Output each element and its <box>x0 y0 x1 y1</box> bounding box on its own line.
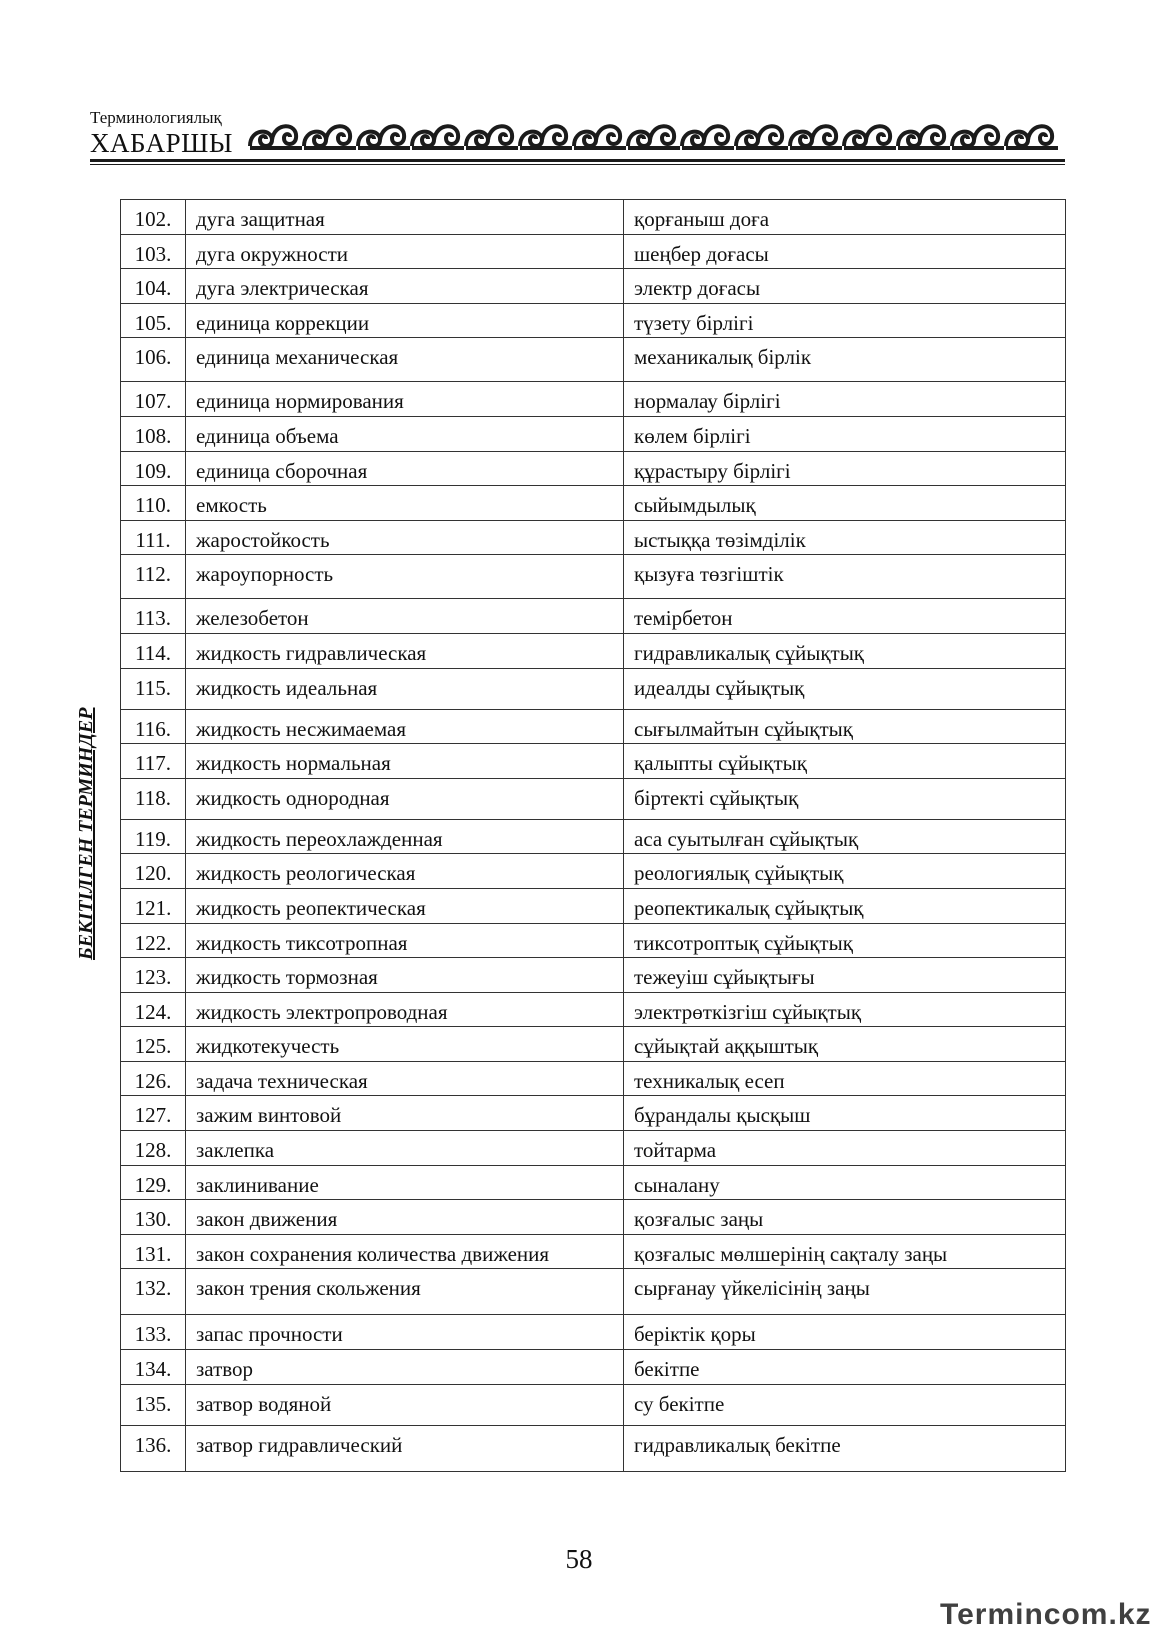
term-kazakh: гидравликалық сұйықтық <box>634 640 865 665</box>
term-russian-cell <box>186 633 624 668</box>
term-russian: жидкость нормальная <box>196 751 391 776</box>
term-kazakh-cell <box>624 1200 1066 1235</box>
term-russian: жидкость реологическая <box>196 861 416 886</box>
table-row <box>121 303 1066 338</box>
term-kazakh-cell <box>624 200 1066 235</box>
term-number-cell <box>121 888 186 923</box>
term-kazakh: құрастыру бірлігі <box>634 458 791 483</box>
term-kazakh: тежеуіш сұйықтығы <box>634 965 815 990</box>
term-russian: единица нормирования <box>196 389 404 414</box>
table-row <box>121 992 1066 1027</box>
term-russian-cell <box>186 819 624 854</box>
term-number: 116. <box>135 716 171 741</box>
term-number-cell <box>121 1165 186 1200</box>
term-number: 128. <box>134 1138 172 1163</box>
term-number-cell <box>121 992 186 1027</box>
term-number: 106. <box>134 345 172 370</box>
term-number: 129. <box>134 1172 172 1197</box>
term-russian-cell <box>186 744 624 779</box>
term-number-cell <box>121 338 186 382</box>
table-row <box>121 1027 1066 1062</box>
term-russian: затвор гидравлический <box>196 1432 403 1457</box>
term-russian: жидкотекучесть <box>196 1034 340 1059</box>
term-russian: запас прочности <box>196 1322 343 1347</box>
table-row <box>121 958 1066 993</box>
term-kazakh-cell <box>624 1425 1066 1471</box>
term-number: 103. <box>134 241 172 266</box>
term-number: 109. <box>134 458 172 483</box>
site-logo[interactable]: Termincom.kz <box>940 1598 1152 1631</box>
term-kazakh: тойтарма <box>634 1138 717 1163</box>
term-russian-cell <box>186 520 624 555</box>
term-russian-cell <box>186 416 624 451</box>
term-kazakh: қызуға төзгіштік <box>634 562 784 587</box>
term-number-cell <box>121 416 186 451</box>
table-row <box>121 668 1066 709</box>
term-kazakh-cell <box>624 520 1066 555</box>
term-number: 114. <box>135 640 171 665</box>
term-russian-cell <box>186 888 624 923</box>
header-rule-thin <box>90 164 1065 165</box>
term-russian-cell <box>186 923 624 958</box>
term-number: 136. <box>134 1432 172 1457</box>
term-russian: жаростойкость <box>196 527 330 552</box>
term-number-cell <box>121 1200 186 1235</box>
term-kazakh: нормалау бірлігі <box>634 389 781 414</box>
term-russian: заклепка <box>196 1138 275 1163</box>
header-rule <box>90 159 1065 162</box>
term-kazakh-cell <box>624 1165 1066 1200</box>
term-kazakh-cell <box>624 854 1066 889</box>
term-kazakh-cell <box>624 599 1066 634</box>
term-kazakh-cell <box>624 234 1066 269</box>
term-russian: жидкость идеальная <box>196 675 378 700</box>
table-row <box>121 819 1066 854</box>
term-russian-cell <box>186 234 624 269</box>
term-russian: емкость <box>196 493 267 518</box>
term-russian: заклинивание <box>196 1172 319 1197</box>
term-number-cell <box>121 819 186 854</box>
term-kazakh: идеалды сұйықтық <box>634 675 805 700</box>
term-number: 104. <box>134 276 172 301</box>
term-russian: дуга защитная <box>196 207 325 231</box>
term-russian: жидкость несжимаемая <box>196 716 406 741</box>
term-number: 105. <box>134 310 172 335</box>
term-number: 125. <box>134 1034 172 1059</box>
table-row <box>121 854 1066 889</box>
term-russian: закон движения <box>196 1207 338 1232</box>
term-kazakh-cell <box>624 1350 1066 1385</box>
term-russian: жидкость электропроводная <box>196 999 448 1024</box>
page-number: 58 <box>565 1544 593 1574</box>
table-row <box>121 200 1066 235</box>
term-kazakh-cell <box>624 923 1066 958</box>
term-kazakh: қозғалыс мөлшерінің сақталу заңы <box>634 1241 948 1266</box>
table-row <box>121 520 1066 555</box>
term-kazakh: темірбетон <box>634 606 733 631</box>
term-kazakh: сырғанау үйкелісінің заңы <box>634 1276 870 1301</box>
term-russian-cell <box>186 382 624 417</box>
term-kazakh: электрөткізгіш сұйықтық <box>634 999 862 1024</box>
term-number-cell <box>121 1234 186 1269</box>
term-russian-cell <box>186 451 624 486</box>
term-kazakh-cell <box>624 709 1066 744</box>
term-kazakh: сыналану <box>634 1172 720 1197</box>
table-row <box>121 1384 1066 1425</box>
term-number-cell <box>121 599 186 634</box>
term-number: 119. <box>135 826 171 851</box>
table-row <box>121 1269 1066 1315</box>
term-russian: единица сборочная <box>196 458 368 483</box>
term-kazakh-cell <box>624 1384 1066 1425</box>
term-number-cell <box>121 1315 186 1350</box>
term-russian-cell <box>186 1234 624 1269</box>
term-russian-cell <box>186 1200 624 1235</box>
term-russian: единица коррекции <box>196 310 370 335</box>
term-number-cell <box>121 1131 186 1166</box>
term-russian: жидкость тормозная <box>196 965 378 990</box>
term-kazakh: аса суытылған сұйықтық <box>634 826 859 851</box>
term-russian: жидкость тиксотропная <box>196 930 408 955</box>
term-number-cell <box>121 1027 186 1062</box>
term-kazakh: сыйымдылық <box>634 493 756 518</box>
term-number-cell <box>121 923 186 958</box>
term-kazakh: реопектикалық сұйықтық <box>634 895 864 920</box>
term-number: 110. <box>135 493 171 518</box>
term-kazakh-cell <box>624 778 1066 819</box>
term-kazakh-cell <box>624 992 1066 1027</box>
term-kazakh-cell <box>624 1061 1066 1096</box>
table-row <box>121 451 1066 486</box>
journal-subtitle: Терминологиялық <box>90 108 222 127</box>
term-number-cell <box>121 1425 186 1471</box>
term-kazakh-cell <box>624 888 1066 923</box>
term-russian-cell <box>186 599 624 634</box>
term-russian: железобетон <box>196 606 309 631</box>
term-number: 130. <box>134 1207 172 1232</box>
term-russian-cell <box>186 1131 624 1166</box>
terms-table <box>120 199 1066 1472</box>
term-kazakh: техникалық есеп <box>634 1068 785 1093</box>
term-number: 107. <box>134 389 172 414</box>
term-number: 124. <box>134 999 172 1024</box>
term-number-cell <box>121 382 186 417</box>
term-russian-cell <box>186 1315 624 1350</box>
term-kazakh: гидравликалық бекітпе <box>634 1432 841 1457</box>
table-row <box>121 338 1066 382</box>
term-russian: закон трения скольжения <box>196 1276 421 1301</box>
term-russian: единица объема <box>196 423 339 448</box>
term-russian-cell <box>186 303 624 338</box>
table-row <box>121 923 1066 958</box>
term-number-cell <box>121 1350 186 1385</box>
term-kazakh: бекітпе <box>634 1357 700 1382</box>
table-row <box>121 1061 1066 1096</box>
term-russian-cell <box>186 958 624 993</box>
term-number: 126. <box>134 1068 172 1093</box>
table-row <box>121 888 1066 923</box>
term-number-cell <box>121 633 186 668</box>
table-row <box>121 382 1066 417</box>
term-kazakh-cell <box>624 1027 1066 1062</box>
term-kazakh: қорғаныш доға <box>634 207 770 231</box>
term-russian-cell <box>186 1165 624 1200</box>
term-kazakh-cell <box>624 1096 1066 1131</box>
term-russian: жидкость реопектическая <box>196 895 426 920</box>
term-number: 120. <box>134 861 172 886</box>
term-kazakh: көлем бірлігі <box>634 423 751 448</box>
term-kazakh-cell <box>624 744 1066 779</box>
term-russian: задача техническая <box>196 1068 368 1093</box>
term-kazakh-cell <box>624 819 1066 854</box>
term-russian-cell <box>186 1384 624 1425</box>
term-kazakh-cell <box>624 633 1066 668</box>
table-row <box>121 269 1066 304</box>
term-kazakh-cell <box>624 958 1066 993</box>
table-row <box>121 1425 1066 1471</box>
table-row <box>121 1131 1066 1166</box>
term-russian: затвор <box>196 1357 254 1382</box>
term-russian-cell <box>186 269 624 304</box>
term-russian-cell <box>186 1096 624 1131</box>
table-row <box>121 1234 1066 1269</box>
term-russian-cell <box>186 668 624 709</box>
term-number-cell <box>121 709 186 744</box>
term-number-cell <box>121 200 186 235</box>
side-section-label: БЕКІТІЛГЕН ТЕРМИНДЕР <box>75 707 97 960</box>
term-kazakh-cell <box>624 486 1066 521</box>
table-row <box>121 599 1066 634</box>
term-number-cell <box>121 303 186 338</box>
term-russian: дуга окружности <box>196 241 349 266</box>
term-number-cell <box>121 1384 186 1425</box>
term-russian-cell <box>186 1061 624 1096</box>
term-number-cell <box>121 1269 186 1315</box>
table-row <box>121 778 1066 819</box>
term-number: 127. <box>134 1103 172 1128</box>
term-kazakh: механикалық бірлік <box>634 345 812 370</box>
term-number: 134. <box>134 1357 172 1382</box>
table-row <box>121 1350 1066 1385</box>
term-russian-cell <box>186 338 624 382</box>
term-russian: жароупорность <box>196 562 334 587</box>
term-number-cell <box>121 1096 186 1131</box>
term-russian: дуга электрическая <box>196 276 369 301</box>
term-number: 131. <box>134 1241 172 1266</box>
term-kazakh-cell <box>624 668 1066 709</box>
term-number: 122. <box>134 930 172 955</box>
term-number-cell <box>121 854 186 889</box>
term-kazakh-cell <box>624 416 1066 451</box>
term-kazakh: сұйықтай аққыштық <box>634 1034 819 1059</box>
term-kazakh-cell <box>624 1315 1066 1350</box>
term-russian: жидкость гидравлическая <box>196 640 427 665</box>
table-row <box>121 1096 1066 1131</box>
term-number: 118. <box>135 785 171 810</box>
term-russian: закон сохранения количества движения <box>196 1241 550 1266</box>
ornament-border-icon <box>242 108 1065 156</box>
term-number: 123. <box>134 965 172 990</box>
term-number: 113. <box>135 606 171 631</box>
term-kazakh: электр доғасы <box>634 276 761 301</box>
term-kazakh: қалыпты сұйықтық <box>634 751 807 776</box>
term-number: 115. <box>135 675 171 700</box>
term-russian-cell <box>186 555 624 599</box>
term-number: 132. <box>134 1276 172 1301</box>
term-russian-cell <box>186 709 624 744</box>
term-kazakh-cell <box>624 303 1066 338</box>
term-number: 111. <box>135 527 171 552</box>
term-kazakh: ыстыққа төзімділік <box>634 527 806 552</box>
table-row <box>121 234 1066 269</box>
table-row <box>121 633 1066 668</box>
term-russian: жидкость переохлажденная <box>196 826 443 851</box>
term-number-cell <box>121 451 186 486</box>
table-row <box>121 709 1066 744</box>
term-kazakh: біртекті сұйықтық <box>634 785 799 810</box>
term-russian-cell <box>186 778 624 819</box>
term-russian: единица механическая <box>196 345 399 370</box>
term-kazakh: бұрандалы қысқыш <box>634 1103 811 1128</box>
term-russian-cell <box>186 486 624 521</box>
term-kazakh-cell <box>624 269 1066 304</box>
term-russian-cell <box>186 1425 624 1471</box>
term-russian-cell <box>186 854 624 889</box>
term-russian: жидкость однородная <box>196 785 390 810</box>
term-number: 133. <box>134 1322 172 1347</box>
term-number: 135. <box>134 1391 172 1416</box>
term-number: 121. <box>134 895 172 920</box>
term-number-cell <box>121 668 186 709</box>
journal-title: ХАБАРШЫ <box>90 128 233 158</box>
term-russian: зажим винтовой <box>196 1103 342 1128</box>
term-kazakh-cell <box>624 451 1066 486</box>
term-kazakh-cell <box>624 338 1066 382</box>
term-russian-cell <box>186 992 624 1027</box>
term-number: 112. <box>135 562 171 587</box>
term-russian-cell <box>186 1027 624 1062</box>
journal-header <box>90 108 1065 168</box>
term-kazakh-cell <box>624 1234 1066 1269</box>
term-number-cell <box>121 555 186 599</box>
term-number-cell <box>121 778 186 819</box>
term-kazakh-cell <box>624 1269 1066 1315</box>
term-kazakh: тиксотроптық сұйықтық <box>634 930 853 955</box>
term-kazakh: сығылмайтын сұйықтық <box>634 716 853 741</box>
term-kazakh: қозғалыс заңы <box>634 1207 764 1232</box>
term-russian-cell <box>186 1269 624 1315</box>
table-row <box>121 486 1066 521</box>
term-number-cell <box>121 269 186 304</box>
term-number-cell <box>121 486 186 521</box>
term-kazakh: түзету бірлігі <box>634 310 754 335</box>
term-russian-cell <box>186 1350 624 1385</box>
table-row <box>121 744 1066 779</box>
term-kazakh-cell <box>624 555 1066 599</box>
term-number: 102. <box>134 207 172 231</box>
term-number-cell <box>121 234 186 269</box>
term-number-cell <box>121 1061 186 1096</box>
term-number: 108. <box>134 423 172 448</box>
table-row <box>121 1200 1066 1235</box>
term-kazakh: шеңбер доғасы <box>634 241 769 266</box>
term-kazakh: беріктік қоры <box>634 1322 756 1347</box>
term-number-cell <box>121 958 186 993</box>
term-kazakh: реологиялық сұйықтық <box>634 861 844 886</box>
term-kazakh-cell <box>624 382 1066 417</box>
table-row <box>121 416 1066 451</box>
term-number-cell <box>121 744 186 779</box>
table-row <box>121 1315 1066 1350</box>
term-kazakh: су бекітпе <box>634 1391 725 1416</box>
term-number: 117. <box>135 751 171 776</box>
table-row <box>121 1165 1066 1200</box>
term-russian: затвор водяной <box>196 1391 332 1416</box>
table-row <box>121 555 1066 599</box>
term-russian-cell <box>186 200 624 235</box>
term-number-cell <box>121 520 186 555</box>
term-kazakh-cell <box>624 1131 1066 1166</box>
